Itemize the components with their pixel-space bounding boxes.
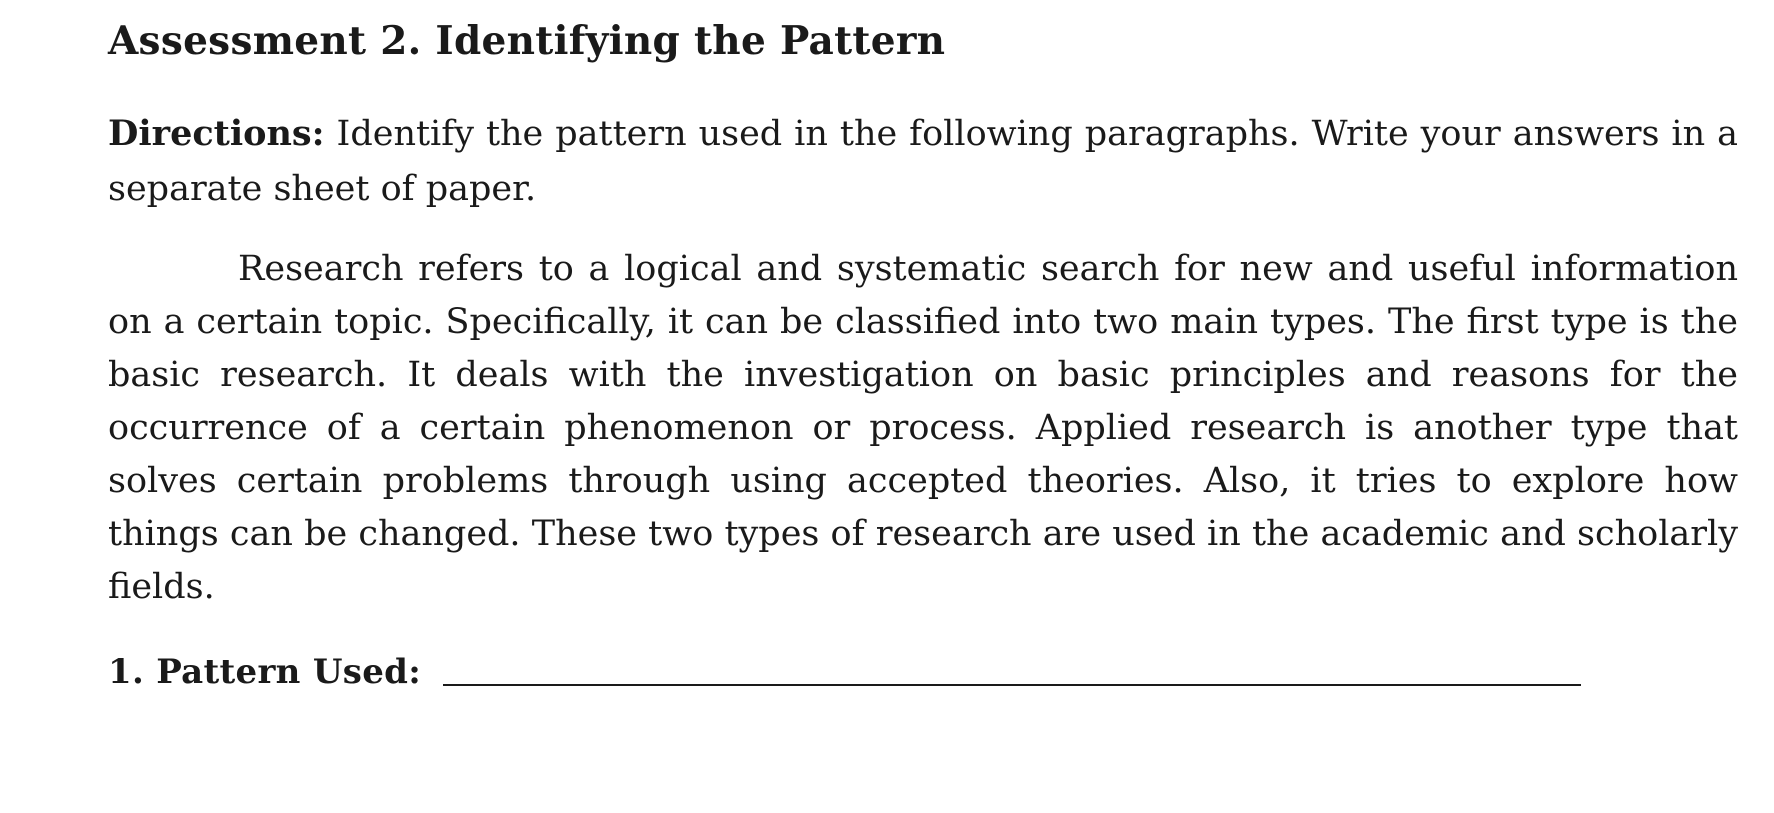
reading-passage: Research refers to a logical and systematic search for new and useful information on a certain topic. Specifically, it can be classified into two main types. The first type is the basic research. It deals with the investigation on basic principles and reasons for the occurrence of a certain phenomenon or process. Applied research is another type that solves certain problems through using accepted theories. Also, it tries to explore how things can be changed. These two types of research are used in the academic and scholarly fields. <box>108 249 1738 607</box>
question-1-label: 1. Pattern Used: <box>108 652 422 692</box>
assessment-title: Assessment 2. Identifying the Pattern <box>108 18 946 64</box>
directions-label: Directions: <box>108 113 325 154</box>
directions-text: Identify the pattern used in the following paragraphs. Write your answers in a separate sheet of paper. <box>108 114 1738 209</box>
answer-blank-line[interactable] <box>443 684 1581 686</box>
question-1-row <box>108 652 1581 692</box>
directions-paragraph <box>108 106 1738 217</box>
